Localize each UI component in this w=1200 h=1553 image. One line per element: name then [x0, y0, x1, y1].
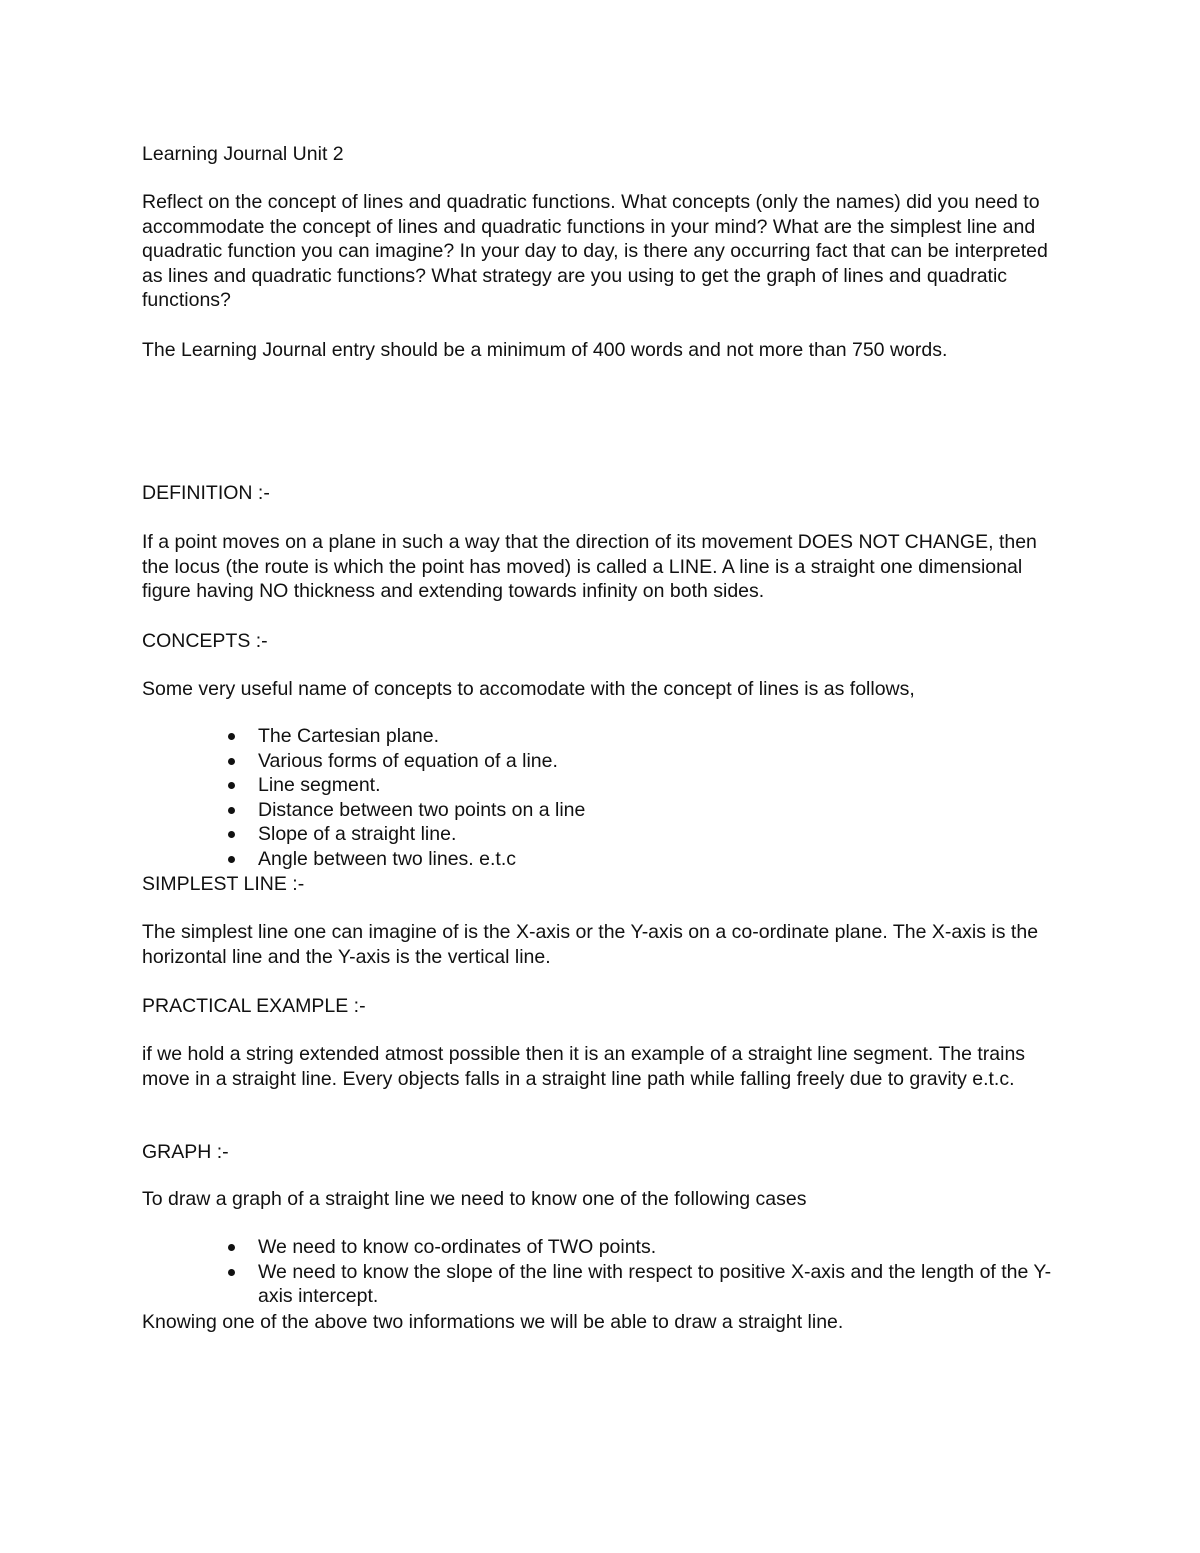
list-item: The Cartesian plane.	[142, 724, 1062, 749]
concepts-intro: Some very useful name of concepts to accomodate with the concept of lines is as follows,	[142, 678, 915, 700]
bullet-icon	[228, 807, 235, 814]
bullet-icon	[228, 856, 235, 863]
list-item: Various forms of equation of a line.	[142, 749, 1062, 774]
list-item: Distance between two points on a line	[142, 798, 1062, 823]
bullet-icon	[228, 1244, 235, 1251]
bullet-icon	[228, 733, 235, 740]
simplest-line-body: The simplest line one can imagine of is the X-axis or the Y-axis on a co-ordinate plane. The X-axis is the horizontal line and the Y-axis is the vertical line.	[142, 921, 1039, 968]
practical-example-heading: PRACTICAL EXAMPLE :-	[142, 995, 366, 1017]
journal-prompt: Reflect on the concept of lines and quadratic functions. What concepts (only the names) did you need to accommodate the concept of lines and quadratic functions in your mind? What are the simplest line and quadratic function you can imagine? In your day to day, is there any occurring fact that can be interpreted as lines and quadratic functions? What strategy are you using to get the graph of lines and quadratic functions?	[142, 191, 1048, 312]
graph-cases-list	[142, 1235, 1062, 1309]
list-item: Slope of a straight line.	[142, 822, 1062, 847]
graph-intro: To draw a graph of a straight line we need to know one of the following cases	[142, 1188, 807, 1210]
concepts-heading: CONCEPTS :-	[142, 630, 268, 652]
bullet-icon	[228, 831, 235, 838]
practical-example-body: if we hold a string extended atmost possible then it is an example of a straight line segment. The trains move in a straight line. Every objects falls in a straight line path while falling freely due to gravity e.t.c.	[142, 1043, 1026, 1090]
bullet-icon	[228, 782, 235, 789]
graph-heading: GRAPH :-	[142, 1141, 229, 1163]
word-requirement: The Learning Journal entry should be a minimum of 400 words and not more than 750 words.	[142, 339, 948, 361]
simplest-line-heading: SIMPLEST LINE :-	[142, 873, 305, 895]
definition-heading: DEFINITION :-	[142, 482, 270, 504]
definition-body: If a point moves on a plane in such a way that the direction of its movement DOES NOT CHANGE, then the locus (the route is which the point has moved) is called a LINE. A line is a straight one dimensional figure having NO thickness and extending towards infinity on both sides.	[142, 531, 1037, 603]
list-item: Line segment.	[142, 773, 1062, 798]
bullet-icon	[228, 1269, 235, 1276]
list-item: We need to know co-ordinates of TWO points.	[142, 1235, 1062, 1260]
list-item: We need to know the slope of the line with respect to positive X-axis and the length of the Y-axis intercept.	[142, 1260, 1062, 1309]
graph-conclusion: Knowing one of the above two informations we will be able to draw a straight line.	[142, 1311, 844, 1333]
concepts-list	[142, 724, 1062, 872]
bullet-icon	[228, 758, 235, 765]
list-item: Angle between two lines. e.t.c	[142, 847, 1062, 872]
document-title: Learning Journal Unit 2	[142, 143, 344, 165]
